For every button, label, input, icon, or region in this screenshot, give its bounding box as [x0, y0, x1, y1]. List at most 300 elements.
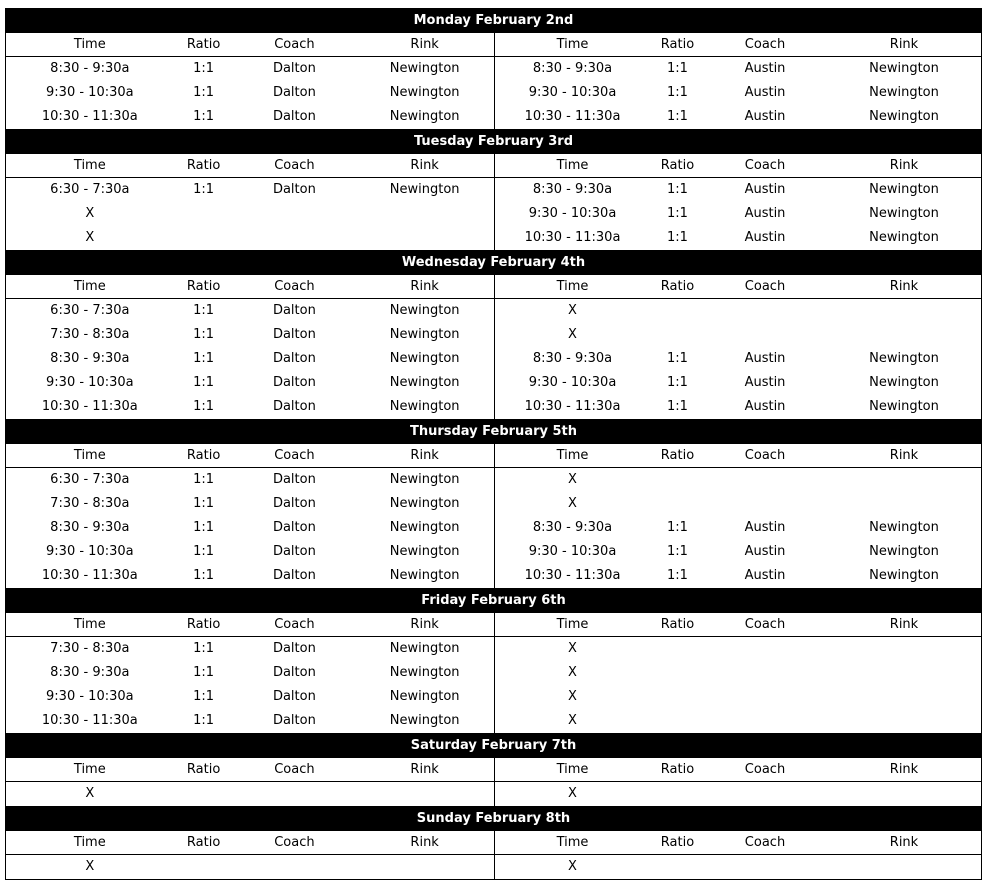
session-time: 10:30 - 11:30a — [41, 399, 138, 414]
session-left — [6, 371, 495, 395]
column-header-row — [6, 758, 981, 782]
session-rink — [355, 226, 494, 250]
session-right — [495, 540, 983, 564]
session-coach: Austin — [744, 61, 786, 76]
column-header-left — [6, 275, 495, 298]
session-ratio — [174, 855, 234, 879]
session-rink: Newington — [389, 399, 460, 414]
column-header-coach: Coach — [744, 158, 786, 173]
session-rink: Newington — [869, 399, 939, 414]
session-rink: Newington — [869, 61, 939, 76]
session-ratio: 1:1 — [193, 472, 215, 487]
session-rink: Newington — [389, 351, 460, 366]
column-header-time: Time — [73, 617, 106, 632]
session-right — [495, 661, 983, 685]
session-coach — [705, 709, 825, 733]
session-left — [6, 299, 495, 323]
session-time: 8:30 - 9:30a — [532, 182, 613, 197]
column-header-time: Time — [556, 617, 589, 632]
session-rink: Newington — [869, 85, 939, 100]
table-row — [6, 57, 981, 81]
column-header-row — [6, 275, 981, 299]
column-header-time: Time — [73, 158, 106, 173]
session-time: X — [568, 327, 577, 342]
session-ratio: 1:1 — [193, 109, 215, 124]
session-time: 10:30 - 11:30a — [41, 568, 138, 583]
session-time: 9:30 - 10:30a — [46, 85, 134, 100]
session-time: 10:30 - 11:30a — [524, 230, 621, 245]
session-coach: Dalton — [272, 182, 316, 197]
session-time: X — [568, 859, 577, 874]
table-row — [6, 492, 981, 516]
column-header-coach: Coach — [274, 279, 315, 294]
session-rink — [825, 637, 983, 661]
day-header: Monday February 2nd — [5, 8, 982, 33]
session-left — [6, 637, 495, 661]
session-time: 8:30 - 9:30a — [50, 61, 130, 76]
column-header-row — [6, 613, 981, 637]
session-time: 10:30 - 11:30a — [524, 109, 621, 124]
column-header-rink: Rink — [410, 835, 439, 850]
session-time: 6:30 - 7:30a — [50, 303, 130, 318]
column-header-rink: Rink — [889, 37, 919, 52]
session-coach: Dalton — [272, 109, 316, 124]
session-coach: Dalton — [272, 665, 316, 680]
session-rink: Newington — [869, 520, 939, 535]
session-ratio: 1:1 — [193, 303, 215, 318]
table-row — [6, 516, 981, 540]
column-header-ratio: Ratio — [186, 448, 221, 463]
column-header-ratio: Ratio — [660, 279, 695, 294]
session-rink — [825, 782, 983, 806]
session-ratio — [650, 468, 705, 492]
session-ratio: 1:1 — [193, 182, 215, 197]
session-coach: Austin — [744, 351, 786, 366]
session-rink — [825, 709, 983, 733]
session-coach: Austin — [744, 399, 786, 414]
session-ratio: 1:1 — [193, 568, 215, 583]
session-left — [6, 81, 495, 105]
table-row — [6, 564, 981, 588]
column-header-left — [6, 831, 495, 854]
day-header: Sunday February 8th — [5, 806, 982, 831]
column-header-rink: Rink — [889, 158, 919, 173]
session-time: 9:30 - 10:30a — [46, 689, 134, 704]
session-right — [495, 202, 983, 226]
column-header-coach: Coach — [274, 448, 315, 463]
session-coach: Dalton — [272, 689, 316, 704]
session-time: X — [568, 496, 577, 511]
session-coach: Dalton — [272, 520, 316, 535]
session-rink — [825, 299, 983, 323]
column-header-ratio: Ratio — [660, 617, 695, 632]
session-ratio: 1:1 — [193, 61, 215, 76]
table-row — [6, 202, 981, 226]
session-left — [6, 661, 495, 685]
session-coach: Dalton — [272, 496, 316, 511]
session-ratio: 1:1 — [667, 206, 688, 221]
session-left — [6, 57, 495, 81]
session-ratio: 1:1 — [193, 351, 215, 366]
session-ratio: 1:1 — [667, 109, 688, 124]
session-right — [495, 347, 983, 371]
session-ratio: 1:1 — [667, 85, 688, 100]
session-time: 8:30 - 9:30a — [50, 351, 130, 366]
session-coach: Austin — [744, 85, 786, 100]
column-header-ratio: Ratio — [660, 448, 695, 463]
day-block — [5, 588, 982, 733]
column-header-row — [6, 154, 981, 178]
session-ratio: 1:1 — [667, 351, 688, 366]
column-header-rink: Rink — [410, 279, 439, 294]
column-header-ratio: Ratio — [186, 617, 221, 632]
session-ratio: 1:1 — [193, 85, 215, 100]
column-header-row — [6, 444, 981, 468]
session-time: X — [568, 472, 577, 487]
day-block — [5, 419, 982, 588]
session-rink: Newington — [869, 544, 939, 559]
column-header-ratio: Ratio — [660, 158, 695, 173]
table-row — [6, 226, 981, 250]
session-left — [6, 516, 495, 540]
session-coach — [234, 782, 356, 806]
session-time: 10:30 - 11:30a — [524, 399, 621, 414]
session-right — [495, 516, 983, 540]
table-row — [6, 347, 981, 371]
session-time: X — [568, 641, 577, 656]
session-time: X — [568, 303, 577, 318]
session-ratio — [650, 709, 705, 733]
day-header: Friday February 6th — [5, 588, 982, 613]
column-header-left — [6, 154, 495, 177]
column-header-ratio: Ratio — [660, 762, 695, 777]
column-header-left — [6, 33, 495, 56]
session-coach: Dalton — [272, 61, 316, 76]
column-header-rink: Rink — [889, 448, 919, 463]
session-rink: Newington — [389, 327, 460, 342]
column-header-right — [495, 758, 983, 781]
session-ratio: 1:1 — [193, 327, 215, 342]
column-header-time: Time — [73, 835, 106, 850]
session-time: X — [85, 859, 95, 874]
column-header-ratio: Ratio — [186, 762, 221, 777]
session-coach: Austin — [744, 206, 786, 221]
session-coach: Austin — [744, 520, 786, 535]
session-ratio: 1:1 — [193, 520, 215, 535]
day-header: Tuesday February 3rd — [5, 129, 982, 154]
session-ratio: 1:1 — [667, 399, 688, 414]
table-row — [6, 709, 981, 733]
session-coach: Dalton — [272, 85, 316, 100]
session-time: 8:30 - 9:30a — [532, 520, 613, 535]
session-time: 10:30 - 11:30a — [41, 713, 138, 728]
session-rink: Newington — [389, 689, 460, 704]
session-rink — [355, 782, 494, 806]
column-header-time: Time — [556, 762, 589, 777]
session-time: 6:30 - 7:30a — [50, 182, 130, 197]
session-time: 10:30 - 11:30a — [41, 109, 138, 124]
session-time: 9:30 - 10:30a — [528, 375, 617, 390]
column-header-coach: Coach — [744, 279, 786, 294]
session-rink — [825, 492, 983, 516]
session-ratio: 1:1 — [193, 689, 215, 704]
session-ratio — [650, 855, 705, 879]
session-right — [495, 299, 983, 323]
session-left — [6, 685, 495, 709]
column-header-coach: Coach — [744, 37, 786, 52]
column-header-left — [6, 758, 495, 781]
column-header-rink: Rink — [889, 279, 919, 294]
session-time: 7:30 - 8:30a — [50, 327, 130, 342]
session-rink: Newington — [389, 109, 460, 124]
session-rink: Newington — [869, 206, 939, 221]
session-ratio — [650, 323, 705, 347]
column-header-rink: Rink — [889, 617, 919, 632]
table-row — [6, 299, 981, 323]
session-right — [495, 371, 983, 395]
session-ratio: 1:1 — [193, 713, 215, 728]
column-header-time: Time — [73, 279, 106, 294]
column-header-row — [6, 33, 981, 57]
session-rink: Newington — [389, 61, 460, 76]
table-row — [6, 105, 981, 129]
column-header-time: Time — [73, 762, 106, 777]
table-row — [6, 637, 981, 661]
session-rink: Newington — [389, 85, 460, 100]
column-header-coach: Coach — [274, 762, 315, 777]
session-coach: Dalton — [272, 713, 316, 728]
session-coach: Dalton — [272, 399, 316, 414]
session-ratio: 1:1 — [667, 520, 688, 535]
session-right — [495, 782, 983, 806]
day-block — [5, 8, 982, 129]
session-right — [495, 685, 983, 709]
column-header-ratio: Ratio — [660, 37, 695, 52]
session-ratio: 1:1 — [193, 399, 215, 414]
session-rink: Newington — [869, 375, 939, 390]
day-header: Thursday February 5th — [5, 419, 982, 444]
session-coach — [705, 492, 825, 516]
session-time: 8:30 - 9:30a — [532, 61, 613, 76]
table-row — [6, 468, 981, 492]
session-ratio — [650, 299, 705, 323]
session-left — [6, 564, 495, 588]
column-header-coach: Coach — [274, 37, 315, 52]
session-ratio — [174, 202, 234, 226]
session-coach — [705, 782, 825, 806]
session-coach — [705, 468, 825, 492]
session-ratio: 1:1 — [193, 641, 215, 656]
session-coach — [234, 855, 356, 879]
column-header-left — [6, 444, 495, 467]
column-header-rink: Rink — [889, 762, 919, 777]
session-ratio: 1:1 — [193, 496, 215, 511]
session-coach: Austin — [744, 109, 786, 124]
session-time: X — [568, 689, 577, 704]
column-header-coach: Coach — [744, 617, 786, 632]
session-rink: Newington — [389, 665, 460, 680]
column-header-rink: Rink — [889, 835, 919, 850]
session-rink: Newington — [869, 230, 939, 245]
table-row — [6, 685, 981, 709]
session-ratio — [650, 492, 705, 516]
column-header-time: Time — [556, 448, 589, 463]
session-time: X — [568, 786, 577, 801]
session-left — [6, 395, 495, 419]
session-coach: Dalton — [272, 327, 316, 342]
column-header-left — [6, 613, 495, 636]
session-rink: Newington — [389, 496, 460, 511]
column-header-time: Time — [556, 835, 589, 850]
table-row — [6, 81, 981, 105]
session-time: 7:30 - 8:30a — [50, 496, 130, 511]
session-coach: Austin — [744, 182, 786, 197]
session-right — [495, 178, 983, 202]
session-time: 8:30 - 9:30a — [50, 520, 130, 535]
session-coach — [705, 323, 825, 347]
session-rink — [355, 855, 494, 879]
session-right — [495, 855, 983, 879]
column-header-right — [495, 275, 983, 298]
day-block — [5, 250, 982, 419]
session-time: X — [85, 230, 95, 245]
table-row — [6, 178, 981, 202]
day-header: Wednesday February 4th — [5, 250, 982, 275]
session-time: 8:30 - 9:30a — [50, 665, 130, 680]
column-header-ratio: Ratio — [186, 279, 221, 294]
session-right — [495, 57, 983, 81]
schedule-table — [5, 8, 982, 880]
session-coach: Dalton — [272, 303, 316, 318]
session-time: 10:30 - 11:30a — [524, 568, 621, 583]
column-header-ratio: Ratio — [186, 37, 221, 52]
column-header-time: Time — [73, 37, 106, 52]
session-left — [6, 492, 495, 516]
day-block — [5, 733, 982, 806]
session-time: X — [568, 713, 577, 728]
session-rink: Newington — [869, 182, 939, 197]
session-coach: Dalton — [272, 351, 316, 366]
session-left — [6, 468, 495, 492]
session-coach — [705, 855, 825, 879]
session-rink — [825, 323, 983, 347]
session-right — [495, 81, 983, 105]
session-left — [6, 105, 495, 129]
session-coach: Austin — [744, 230, 786, 245]
session-left — [6, 855, 495, 879]
session-rink: Newington — [389, 182, 460, 197]
column-header-coach: Coach — [274, 617, 315, 632]
table-row — [6, 371, 981, 395]
session-ratio: 1:1 — [667, 230, 688, 245]
column-header-coach: Coach — [274, 158, 315, 173]
session-ratio: 1:1 — [667, 544, 688, 559]
session-ratio: 1:1 — [667, 568, 688, 583]
session-ratio: 1:1 — [667, 61, 688, 76]
session-coach: Dalton — [272, 375, 316, 390]
session-right — [495, 637, 983, 661]
column-header-ratio: Ratio — [186, 158, 221, 173]
column-header-coach: Coach — [744, 835, 786, 850]
session-time: 9:30 - 10:30a — [46, 375, 134, 390]
session-rink: Newington — [389, 641, 460, 656]
session-right — [495, 468, 983, 492]
column-header-time: Time — [556, 279, 589, 294]
session-ratio: 1:1 — [193, 375, 215, 390]
column-header-right — [495, 444, 983, 467]
session-time: X — [568, 665, 577, 680]
session-time: 9:30 - 10:30a — [46, 544, 134, 559]
column-header-rink: Rink — [410, 37, 439, 52]
table-row — [6, 540, 981, 564]
column-header-rink: Rink — [410, 617, 439, 632]
session-left — [6, 323, 495, 347]
session-ratio — [650, 685, 705, 709]
session-rink: Newington — [389, 544, 460, 559]
table-row — [6, 855, 981, 879]
session-left — [6, 347, 495, 371]
column-header-time: Time — [73, 448, 106, 463]
session-right — [495, 709, 983, 733]
column-header-ratio: Ratio — [660, 835, 695, 850]
column-header-time: Time — [556, 158, 589, 173]
session-right — [495, 226, 983, 250]
session-coach: Dalton — [272, 472, 316, 487]
session-rink: Newington — [389, 303, 460, 318]
session-ratio — [174, 782, 234, 806]
session-rink: Newington — [869, 109, 939, 124]
session-left — [6, 202, 495, 226]
session-ratio — [650, 637, 705, 661]
column-header-ratio: Ratio — [186, 835, 221, 850]
column-header-coach: Coach — [274, 835, 315, 850]
session-rink — [825, 685, 983, 709]
session-coach — [234, 226, 356, 250]
table-row — [6, 782, 981, 806]
session-rink: Newington — [389, 375, 460, 390]
session-ratio: 1:1 — [667, 375, 688, 390]
session-rink: Newington — [389, 520, 460, 535]
session-rink — [825, 661, 983, 685]
day-block — [5, 806, 982, 880]
session-time: 8:30 - 9:30a — [532, 351, 613, 366]
table-row — [6, 395, 981, 419]
session-coach: Dalton — [272, 568, 316, 583]
column-header-right — [495, 613, 983, 636]
column-header-rink: Rink — [410, 448, 439, 463]
column-header-rink: Rink — [410, 762, 439, 777]
session-coach — [705, 661, 825, 685]
column-header-row — [6, 831, 981, 855]
session-rink: Newington — [389, 568, 460, 583]
session-coach: Dalton — [272, 544, 316, 559]
table-row — [6, 661, 981, 685]
session-left — [6, 178, 495, 202]
column-header-coach: Coach — [744, 448, 786, 463]
session-rink: Newington — [869, 351, 939, 366]
session-rink: Newington — [389, 713, 460, 728]
session-ratio: 1:1 — [667, 182, 688, 197]
session-left — [6, 709, 495, 733]
session-coach — [705, 299, 825, 323]
session-coach — [705, 637, 825, 661]
session-rink: Newington — [389, 472, 460, 487]
session-time: 9:30 - 10:30a — [528, 85, 617, 100]
session-coach: Austin — [744, 568, 786, 583]
session-rink — [355, 202, 494, 226]
session-time: X — [85, 206, 95, 221]
session-time: 9:30 - 10:30a — [528, 206, 617, 221]
